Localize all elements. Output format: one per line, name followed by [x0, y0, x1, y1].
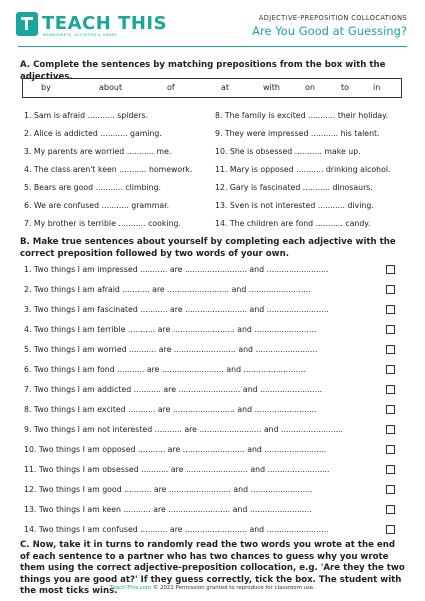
exercise-a-item: 2. Alice is addicted ........... gaming. — [24, 129, 162, 138]
tick-checkbox[interactable] — [386, 325, 395, 334]
tick-checkbox[interactable] — [386, 465, 395, 474]
word-box-item: with — [263, 83, 280, 92]
exercise-a-item: 14. The children are fond ........... candy. — [215, 219, 371, 228]
exercise-a-item: 9. They were impressed ........... his talent. — [215, 129, 380, 138]
exercise-b-row: 1. Two things I am impressed ........... are ......................... and ......................... — [24, 265, 329, 274]
exercise-b-row: 7. Two things I am addicted ........... are ......................... and ......................... — [24, 385, 323, 394]
section-c-heading: C. Now, take it in turns to randomly read the two words you wrote at the end of each sentence to a partner who has two chances to guess why you wrote them using the correct adjective-preposition collocation, e.g. 'Are they the two things you are good at?' If they guess correctly, tick the box. The student with the most ticks wins. — [20, 540, 405, 596]
word-box-item: in — [373, 83, 381, 92]
word-box-item: on — [305, 83, 315, 92]
exercise-b-row: 2. Two things I am afraid ........... are ......................... and ......................... — [24, 285, 311, 294]
exercise-a-item: 1. Sam is afraid ........... spiders. — [24, 111, 148, 120]
logo-text: TEACH THIS — [42, 13, 168, 34]
tick-checkbox[interactable] — [386, 285, 395, 294]
exercise-a-item: 13. Sven is not interested ........... diving. — [215, 201, 374, 210]
word-box — [22, 78, 402, 98]
page-header — [0, 0, 425, 46]
header-divider — [18, 46, 407, 47]
section-a-heading: A. Complete the sentences by matching prepositions from the box with the adjectives. — [20, 60, 386, 82]
logo-tagline: WORKSHEETS, ACTIVITIES & GAMES — [43, 33, 117, 37]
tick-checkbox[interactable] — [386, 425, 395, 434]
exercise-a-item: 12. Gary is fascinated ........... dinosaurs. — [215, 183, 373, 192]
word-box-item: by — [41, 83, 51, 92]
tick-checkbox[interactable] — [386, 305, 395, 314]
tick-checkbox[interactable] — [386, 345, 395, 354]
tick-checkbox[interactable] — [386, 265, 395, 274]
tick-checkbox[interactable] — [386, 445, 395, 454]
exercise-b-row: 3. Two things I am fascinated ........... are ......................... and ......................... — [24, 305, 329, 314]
tick-checkbox[interactable] — [386, 385, 395, 394]
exercise-a-item: 5. Bears are good ........... climbing. — [24, 183, 162, 192]
exercise-b-row: 8. Two things I am excited ........... are ......................... and ......................... — [24, 405, 317, 414]
exercise-a-item: 7. My brother is terrible ........... cooking. — [24, 219, 181, 228]
footer-site: Teach-This.com — [110, 585, 152, 591]
word-box-item: at — [221, 83, 230, 92]
tick-checkbox[interactable] — [386, 405, 395, 414]
exercise-b-row: 6. Two things I am fond ........... are ......................... and ......................... — [24, 365, 306, 374]
section-b-heading: B. Make true sentences about yourself by completing each adjective with the correct preposition followed by two words of your own. — [20, 237, 396, 259]
footer-copyright: © 2021 Permission granted to reproduce for classroom use. — [152, 585, 315, 591]
exercise-a-item: 6. We are confused ........... grammar. — [24, 201, 170, 210]
tick-checkbox[interactable] — [386, 525, 395, 534]
teach-this-logo — [16, 12, 168, 40]
word-box-item: to — [341, 83, 350, 92]
exercise-a-item: 10. She is obsessed ........... make up. — [215, 147, 361, 156]
exercise-a-item: 8. The family is excited ........... their holiday. — [215, 111, 389, 120]
exercise-a-item: 11. Mary is opposed ........... drinking alcohol. — [215, 165, 391, 174]
worksheet-category: ADJECTIVE-PREPOSITION COLLOCATIONS — [258, 14, 407, 22]
exercise-b-row: 5. Two things I am worried ........... are ......................... and ......................... — [24, 345, 318, 354]
logo-t-icon — [16, 12, 38, 36]
exercise-b-row: 10. Two things I am opposed ........... are ......................... and ......................... — [24, 445, 327, 454]
exercise-b-row: 9. Two things I am not interested ........... are ......................... and ......................... — [24, 425, 343, 434]
tick-checkbox[interactable] — [386, 505, 395, 514]
exercise-a-item: 4. The class aren't keen ........... homework. — [24, 165, 193, 174]
exercise-b-row: 13. Two things I am keen ........... are ......................... and ......................... — [24, 505, 312, 514]
page-footer — [0, 585, 425, 591]
exercise-a-item: 3. My parents are worried ........... me. — [24, 147, 172, 156]
word-box-item: about — [99, 83, 123, 92]
exercise-b-row: 12. Two things I am good ........... are ......................... and ......................... — [24, 485, 313, 494]
tick-checkbox[interactable] — [386, 365, 395, 374]
word-box-item: of — [167, 83, 175, 92]
exercise-b-row: 14. Two things I am confused ........... are ......................... and ......................... — [24, 525, 329, 534]
exercise-b-row: 4. Two things I am terrible ........... are ......................... and ......................... — [24, 325, 317, 334]
worksheet-title: Are You Good at Guessing? — [252, 24, 407, 38]
tick-checkbox[interactable] — [386, 485, 395, 494]
exercise-b-row: 11. Two things I am obsessed ........... are ......................... and ......................... — [24, 465, 330, 474]
